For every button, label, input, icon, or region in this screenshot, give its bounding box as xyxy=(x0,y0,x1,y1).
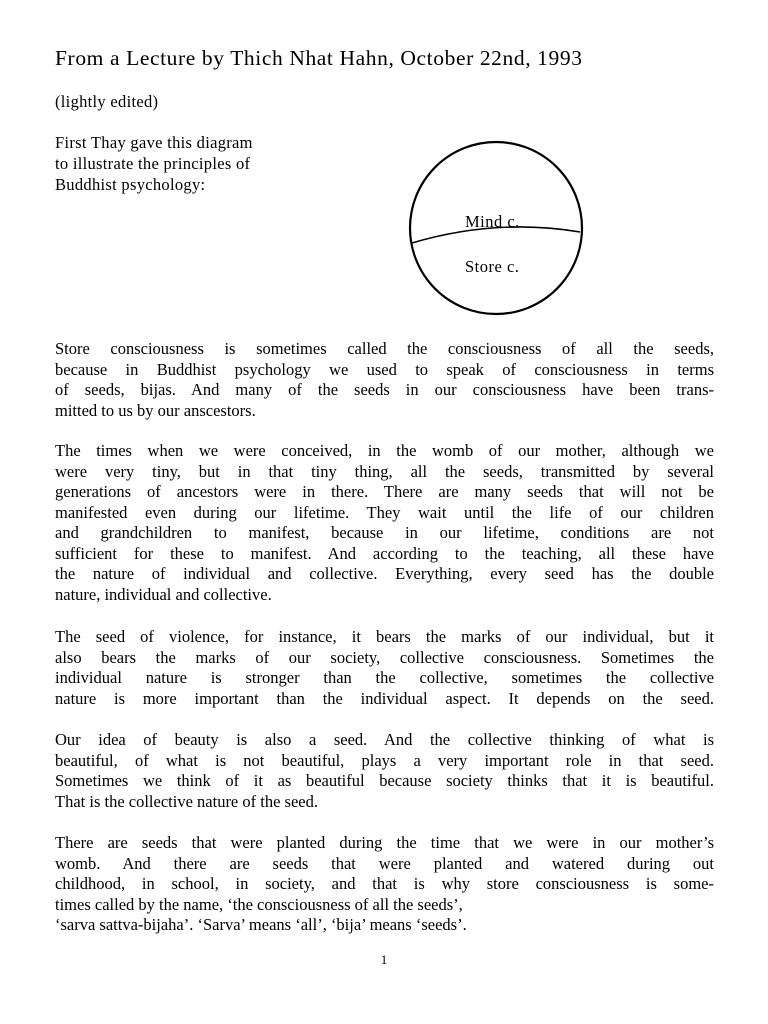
text-line: Our idea of beauty is also a seed. And the collective thinking of what is xyxy=(55,730,714,749)
text-line: nature, individual and collective. xyxy=(55,584,272,604)
text-line: of seeds, bijas. And many of the seeds in our consciousness have been trans- xyxy=(55,380,714,399)
text-line: mitted to us by our anscestors. xyxy=(55,400,256,420)
text-line: nature is more important than the individual aspect. It depends on the seed. xyxy=(55,688,714,708)
text-line: The times when we were conceived, in the womb of our mother, although we xyxy=(55,441,714,460)
paragraph-1 xyxy=(55,339,714,421)
intro-line: Buddhist psychology: xyxy=(55,175,206,194)
text-line: There are seeds that were planted during the time that we were in our mother’s xyxy=(55,833,714,852)
text-line: womb. And there are seeds that were planted and watered during out xyxy=(55,853,714,873)
page-number: 1 xyxy=(380,952,388,967)
subtitle: (lightly edited) xyxy=(55,92,159,111)
text-line: Store consciousness is sometimes called the consciousness of all the seeds, xyxy=(55,339,714,358)
mind-consciousness-label: Mind c. xyxy=(465,212,520,231)
consciousness-diagram xyxy=(408,140,584,316)
text-line: the nature of individual and collective. Everything, every seed has the double xyxy=(55,564,714,583)
text-line: ‘sarva sattva-bijaha’. ‘Sarva’ means ‘all’, ‘bija’ means ‘seeds’. xyxy=(55,915,467,934)
paragraph-3 xyxy=(55,627,714,709)
page-title: From a Lecture by Thich Nhat Hahn, October 22nd, 1993 xyxy=(55,46,583,70)
intro-text xyxy=(55,132,355,195)
text-line: beautiful, of what is not beautiful, plays a very important role in that seed. xyxy=(55,750,714,770)
store-consciousness-label: Store c. xyxy=(465,257,520,276)
text-line: and grandchildren to manifest, because in our lifetime, conditions are not xyxy=(55,523,714,542)
text-line: were very tiny, but in that tiny thing, all the seeds, transmitted by several xyxy=(55,461,714,481)
paragraph-5 xyxy=(55,833,714,936)
text-line: childhood, in school, in society, and that is why store consciousness is some- xyxy=(55,874,714,893)
text-line: times called by the name, ‘the consciousness of all the seeds’, xyxy=(55,894,463,914)
paragraph-2 xyxy=(55,441,714,605)
text-line: individual nature is stronger than the collective, sometimes the collective xyxy=(55,668,714,687)
text-line: sufficient for these to manifest. And according to the teaching, all these have xyxy=(55,543,714,563)
text-line: generations of ancestors were in there. There are many seeds that will not be xyxy=(55,482,714,501)
text-line: The seed of violence, for instance, it bears the marks of our individual, but it xyxy=(55,627,714,646)
paragraph-4 xyxy=(55,730,714,812)
intro-line: First Thay gave this diagram xyxy=(55,133,253,152)
text-line: manifested even during our lifetime. They wait until the life of our children xyxy=(55,502,714,522)
text-line: also bears the marks of our society, collective consciousness. Sometimes the xyxy=(55,647,714,667)
text-line: because in Buddhist psychology we used to speak of consciousness in terms xyxy=(55,359,714,379)
intro-line: to illustrate the principles of xyxy=(55,154,251,173)
text-line: Sometimes we think of it as beautiful because society thinks that it is beautiful. xyxy=(55,771,714,790)
text-line: That is the collective nature of the seed. xyxy=(55,791,318,811)
